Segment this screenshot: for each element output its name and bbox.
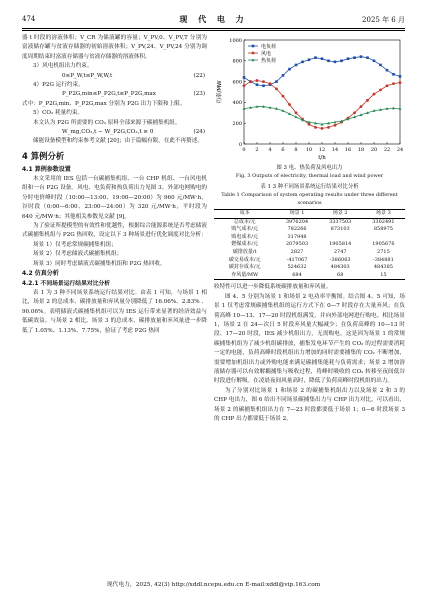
paragraph: 为了验证所提模型的有效性和优越性，根据综合能源系统是否考虑储液式碳捕集机组与 P2G 热回收，设定以下 3 种场景进行优化调度对比分析：: [22, 222, 207, 239]
header-rule: [22, 28, 405, 29]
series-line: [244, 81, 400, 129]
x-tick-label: 0: [242, 147, 246, 153]
left-column: [22, 34, 207, 336]
paragraph: 3）风电机组出力约束。: [33, 63, 93, 70]
paragraph: 本文采用的 IES 包括一台碳捕集机组、一台 CHP 机组、一台风电机组和一台 P2G 设备。风电、电负荷和热负荷出力见图 3。外部电网购电的分时电价峰时段（10:00—13:00、19:00—20:00）为 960 元/MW·h，谷时段（0:00—6:00、23:00—24:00）为 320 元/MW·h，平时段为 640 元/MW·h；其他相关参数见文献 [9]。: [22, 175, 207, 220]
table-row: 弃风量/MW 684 68 15: [214, 272, 405, 280]
paragraph: 收特性可以进一步降低系统碳排放量和弃风量。: [214, 284, 332, 291]
journal-title: 现 代 电 力: [179, 14, 248, 24]
legend-marker: [252, 45, 255, 48]
data-point: [243, 84, 246, 87]
legend-label: 热负荷: [261, 57, 277, 64]
right-column: [214, 34, 405, 424]
data-point: [288, 103, 291, 106]
paragraph: 5）CO₂ 耗量约束。: [33, 110, 84, 117]
table-row: 碳排放量/t 2827 2747 2715: [232, 248, 390, 255]
data-point: [386, 84, 389, 87]
paragraph: 图 4、5 分别为场景 1 和场景 2 电功率平衡图。结合图 4、5 可知，场景 1 仅考虑常规碳捕集机组的运行方式下在 0—7 时段存在大量弃风；在负荷高峰 10—13、17—20 时段机组满发，并向外部电网进行购电。相比场景 1，场景 2 在 24—次日 5 时段弃风量大幅减少；在负荷高峰的 10—13 时段、17—20 时段，IES 减少机组出力，无需购电。这是因为场景 1 的常规碳捕集机组为了减少机组碳排放，捕集发电环节产生的 CO₂ 的过程需要消耗一定的电能，负荷高峰时段机组出力增加的同时需要捕集的 CO₂ 不断增加，需要增加机组出力或外购电能来满足碳捕集能耗与负荷需求；场景 2 增加溶液储存器可以有效解耦捕集与吸收过程，将峰时吸收的 CO₂ 转移至夜间低谷时段进行解吸。在凌晨夜间风量高时，降低了负荷高峰时段机组的出力。: [214, 293, 405, 385]
paragraph: 储能设备模型和约束参考文献 [20]；由于篇幅有限，在此不再赘述。: [33, 138, 203, 145]
legend-label: 风电: [261, 50, 272, 57]
data-point: [353, 111, 356, 114]
data-point: [262, 80, 265, 83]
page-footer: 现代电力，2025, 42(3) http://xddl.ncepu.edu.cn E-mail:xddl@vip.163.com: [106, 582, 321, 588]
x-tick-label: 10: [305, 147, 313, 153]
data-point: [243, 76, 246, 79]
page-header: [22, 15, 405, 27]
x-tick-label: 16: [344, 147, 352, 153]
data-point: [334, 61, 337, 64]
paragraph: 本文认为 P2G 所需要的 CO₂ 原料全部来源于碳捕集机组。: [33, 119, 181, 126]
series-line: [244, 107, 400, 125]
table-caption-cn: 表 1 3 种不同场景系统运行结果对比分析: [260, 184, 359, 190]
data-point: [327, 126, 330, 129]
data-point: [386, 69, 389, 72]
subsubsection-heading: 4.2.1 不同场景运行结果对比分析: [22, 280, 111, 287]
x-tick-label: 24: [396, 147, 404, 153]
data-point: [373, 93, 376, 96]
scenario-item: 场景 3）同时考虑储液式碳捕集机组和 P2G 热回收。: [33, 260, 166, 267]
paragraph: 器 t 时段的溶液体积；V_CR 为储液罐的容量；V_PV,0、V_PV,T 分别为富液储存罐与贫液存储器的初始溶液体积；V_PV,24、V_PV,24 分别为调度周期结束时富液存储器与贫液存储器的溶液体积。: [22, 35, 207, 60]
data-point: [327, 60, 330, 63]
data-point: [353, 56, 356, 59]
x-tick-label: 12: [318, 147, 326, 153]
data-point: [321, 57, 324, 60]
x-tick-label: 6: [281, 147, 285, 153]
x-tick-label: 22: [383, 147, 391, 153]
equation-24: W_mg,CO₂,t − W_P2G,CO₂,t ≥ 0 (24): [62, 129, 205, 136]
data-point: [275, 80, 278, 83]
page-number: 474: [22, 15, 36, 23]
subsection-heading: 4.1 算例参数设置: [22, 165, 71, 173]
data-point: [373, 60, 376, 63]
data-point: [256, 79, 259, 82]
header-cell: 场景 1: [289, 210, 305, 216]
table-row: 购电成本/元 317948: [231, 233, 307, 240]
scenario-item: 场景 1）仅考虑常规碳捕集机组；: [33, 241, 117, 248]
legend-label: 电负荷: [261, 43, 277, 50]
equation-23: P_P2G,min≤P_P2G,t≤P_P2G,max (23): [62, 91, 205, 98]
data-point: [347, 57, 350, 60]
legend-marker: [252, 52, 255, 55]
table-header-row: [214, 210, 405, 219]
data-point: [399, 81, 402, 84]
header-cell: 场景 3: [376, 210, 391, 216]
issue-date: 2025 年 6 月: [362, 16, 405, 24]
y-tick-label: 0: [238, 141, 242, 148]
paragraph: 表 1 为 3 种不同场景系统运行结果对比。由表 1 可知，与场景 1 相比，场景 2 的总成本、碳排放量和弃风量分别降低了 16.06%、2.83% 、90.06%。表明储液式碳捕集机组可以为 IES 运行带来显著的经济效益与低碳效益。与场景 2 相比，场景 3 的总成本、碳排放量和弃风量进一步降低了 1.05%、1.13%、7.75%，验证了考虑 P2G 热回: [22, 289, 207, 334]
x-tick-label: 18: [357, 147, 365, 153]
figure-caption-cn: 图 3 电、热负荷及风电出力: [276, 165, 343, 171]
table-row: 燃煤成本/元 2079503 1905814 1905676: [231, 241, 395, 248]
table-row: 总成本/元 3976204 3337503 3302491: [233, 218, 395, 225]
table-row: 碳交易成本/元 -417067 -386063 -384881: [228, 256, 394, 263]
data-point: [295, 111, 298, 114]
data-point: [321, 127, 324, 130]
y-tick-label: 1000: [229, 37, 242, 44]
paragraph: 为了分别对比场景 1 和场景 2 的碳捕集机组出力以及场景 2 和 3 的 CHP 电出力，图 6 给出不同场景碳捕集出力与 CHP 出力对比。可以看出，场景 2 的碳捕集机组出力在 7—23 时段都要低于场景 1；0—6 时段场景 3 的 CHP 出力都要低于场景 2。: [214, 387, 405, 423]
y-tick-label: 800: [232, 58, 242, 65]
paragraph: 4）P2G 运行约束。: [33, 82, 84, 89]
line-chart: [214, 34, 406, 164]
header-cell: 成本: [239, 210, 250, 216]
data-point: [282, 74, 285, 77]
x-tick-label: 14: [331, 147, 339, 153]
data-point: [379, 89, 382, 92]
scenario-item: 场景 2）仅考虑储液式碳捕集机组；: [33, 251, 123, 258]
data-point: [392, 73, 395, 76]
data-point: [308, 58, 311, 61]
data-point: [392, 82, 395, 85]
data-point: [282, 95, 285, 98]
data-point: [360, 55, 363, 58]
equation-22: 0≤P_W,t≤P_W,W,t (22): [62, 72, 205, 79]
x-tick-label: 2: [255, 147, 259, 153]
data-point: [269, 82, 272, 85]
table-row: 碳封存成本/元 524632 484303 484385: [228, 264, 393, 271]
data-point: [340, 60, 343, 63]
data-point: [314, 126, 317, 129]
data-point: [288, 68, 291, 71]
data-point: [301, 61, 304, 64]
data-point: [366, 56, 369, 59]
section-heading: 4 算例分析: [22, 150, 65, 161]
y-axis-label: 功率/MW: [217, 80, 223, 104]
figure-caption-en: Fig. 3 Outputs of electricity, thermal load and wind power: [235, 173, 384, 179]
results-table: [214, 209, 405, 280]
data-point: [314, 56, 317, 59]
data-point: [379, 64, 382, 67]
data-point: [334, 124, 337, 127]
subsection-heading: 4.2 仿真分析: [22, 269, 59, 277]
data-point: [295, 64, 298, 67]
data-point: [275, 87, 278, 90]
data-point: [249, 80, 252, 83]
table-caption-en: Table 1 Comparison of system operating results under three different scenarios: [221, 192, 398, 206]
x-tick-label: 20: [370, 147, 378, 153]
data-point: [366, 99, 369, 102]
chart-svg: [214, 34, 406, 164]
y-tick-label: 200: [232, 121, 242, 127]
x-tick-label: 8: [294, 147, 298, 153]
data-point: [360, 105, 363, 108]
table-row: 购气成本/元 782266 873103 858975: [231, 226, 393, 233]
x-axis-label: t/h: [318, 155, 326, 161]
x-tick-label: 4: [268, 147, 272, 153]
paragraph: 式中：P_P2G,min、P_P2G,max 分别为 P2G 出力下限和上限。: [22, 100, 186, 107]
header-rule-thin: [22, 30, 405, 31]
y-tick-label: 400: [232, 100, 242, 107]
y-tick-label: 600: [232, 79, 242, 86]
header-cell: 场景 2: [332, 210, 348, 216]
data-point: [256, 83, 259, 86]
data-point: [399, 75, 402, 78]
data-point: [262, 84, 265, 87]
